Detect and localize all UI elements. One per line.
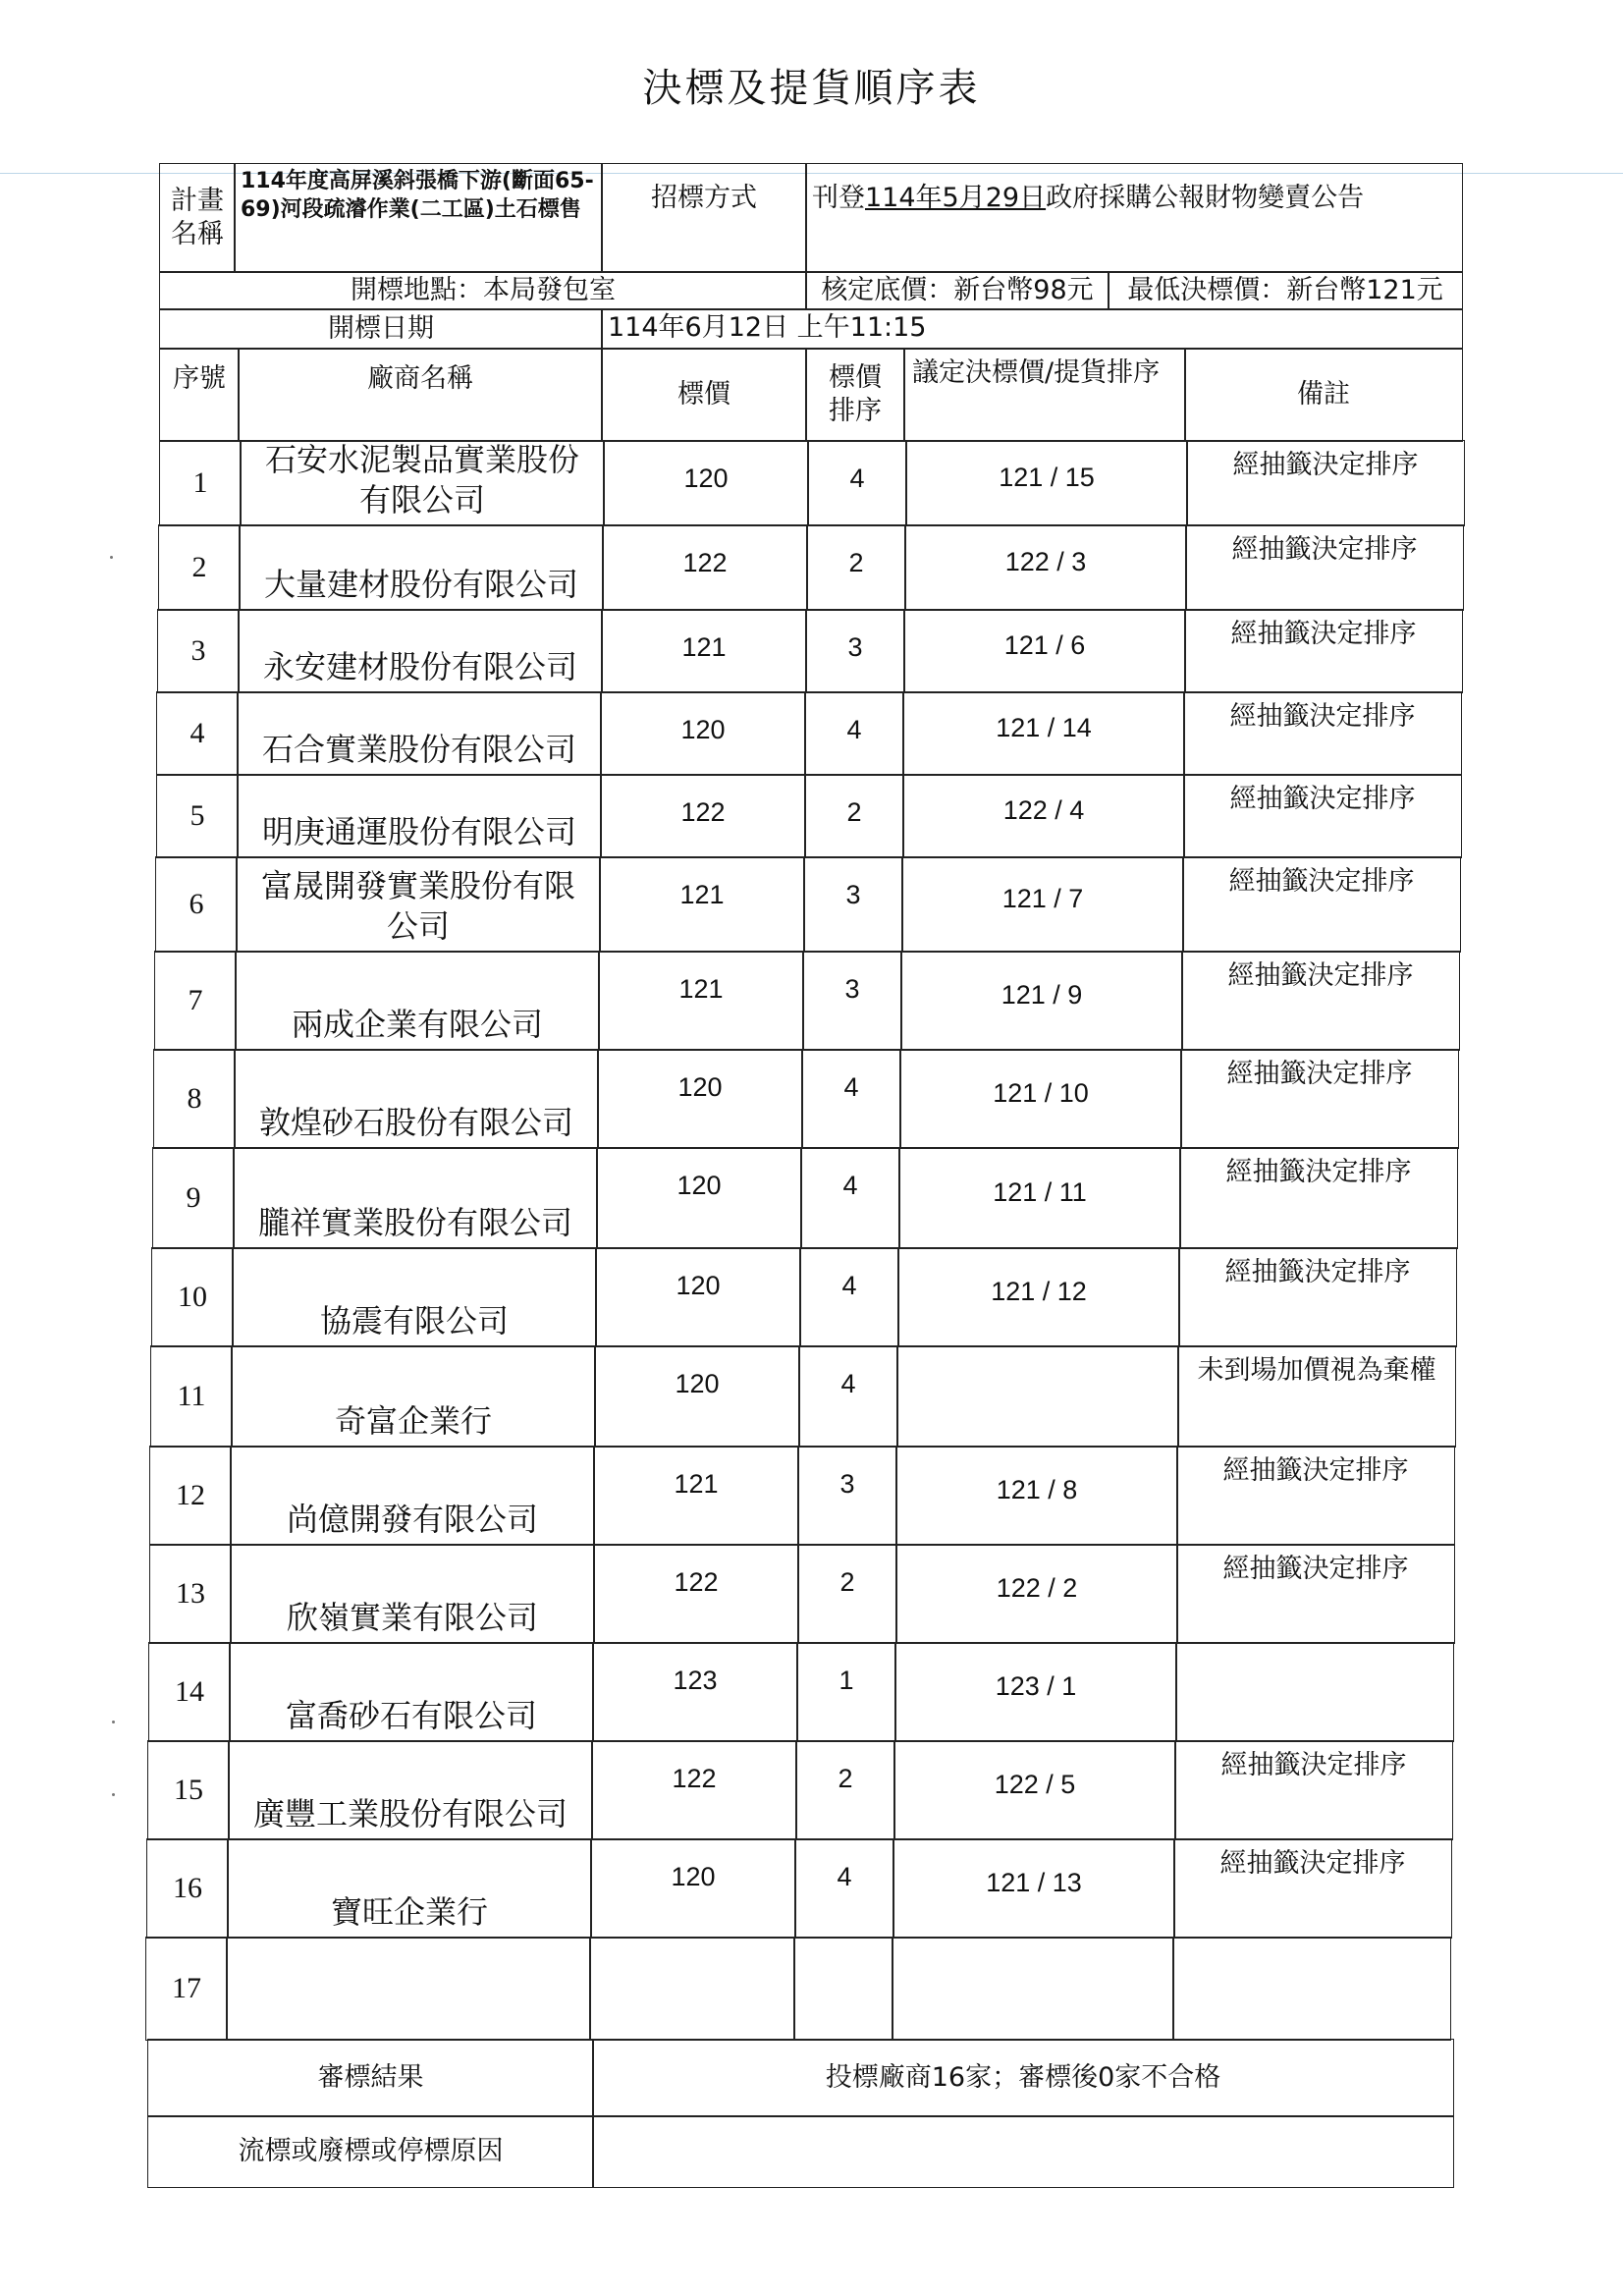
row-vendor: 明庚通運股份有限公司: [237, 774, 602, 858]
project-name: 114年度高屏溪斜張橋下游(斷面65-69)河段疏濬作業(二工區)土石標售: [234, 163, 603, 273]
row-no: 7: [154, 951, 237, 1051]
row-bid: 120: [603, 440, 809, 526]
method-value: [805, 163, 1463, 273]
cancel-value: [592, 2115, 1454, 2188]
row-bid: 120: [597, 1049, 803, 1149]
row-note: 經抽籤決定排序: [1183, 691, 1462, 776]
review-value: 投標廠商16家；審標後0家不合格: [592, 2039, 1454, 2117]
row-note: 經抽籤決定排序: [1176, 1446, 1455, 1546]
row-vendor: 富晟開發實業股份有限公司: [236, 856, 601, 953]
row-no: 14: [148, 1642, 231, 1742]
row-final: [896, 1345, 1179, 1448]
project-label: 計畫名稱: [159, 163, 236, 273]
row-final: 122 / 2: [895, 1544, 1178, 1644]
row-no: 11: [150, 1345, 233, 1448]
row-rank: 3: [805, 609, 905, 693]
row-note: 經抽籤決定排序: [1186, 440, 1465, 526]
row-rank: 4: [799, 1247, 899, 1347]
row-bid: 121: [598, 951, 804, 1051]
row-final: 122 / 5: [893, 1740, 1176, 1840]
method-label: 招標方式: [601, 163, 807, 273]
row-vendor: 石合實業股份有限公司: [237, 691, 602, 776]
row-final: 121 / 9: [900, 951, 1183, 1051]
row-vendor: 寶旺企業行: [227, 1838, 592, 1939]
date-value: 114年6月12日 上午11:15: [601, 308, 1463, 350]
row-final: 121 / 6: [903, 609, 1186, 693]
row-note: 經抽籤決定排序: [1178, 1247, 1457, 1347]
row-no: 16: [146, 1838, 229, 1939]
row-vendor: 石安水泥製品實業股份有限公司: [240, 440, 605, 526]
row-note: 經抽籤決定排序: [1185, 524, 1464, 611]
row-vendor: 奇富企業行: [231, 1345, 596, 1448]
row-no: 4: [156, 691, 239, 776]
row-bid: 120: [590, 1838, 796, 1939]
row-rank: 3: [797, 1446, 897, 1546]
row-bid: 120: [595, 1247, 801, 1347]
row-bid: [589, 1937, 795, 2041]
row-no: 5: [156, 774, 239, 858]
row-bid: 121: [593, 1446, 799, 1546]
row-rank: 2: [804, 774, 904, 858]
row-final: 123 / 1: [894, 1642, 1177, 1742]
row-final: 121 / 10: [899, 1049, 1182, 1149]
cancel-label: 流標或廢標或停標原因: [147, 2115, 594, 2188]
row-vendor: [226, 1937, 591, 2041]
row-no: 9: [152, 1147, 235, 1249]
row-rank: [793, 1937, 893, 2041]
row-rank: 4: [807, 440, 907, 526]
row-bid: 120: [596, 1147, 802, 1249]
row-rank: 2: [806, 524, 906, 611]
row-rank: 2: [795, 1740, 895, 1840]
min-price: 最低決標價：新台幣121元: [1108, 271, 1463, 310]
reserve-price: 核定底價：新台幣98元: [805, 271, 1109, 310]
row-vendor: 尚億開發有限公司: [230, 1446, 595, 1546]
row-bid: 122: [600, 774, 806, 858]
row-no: 13: [149, 1544, 232, 1644]
row-no: 6: [155, 856, 238, 953]
row-no: 10: [151, 1247, 234, 1347]
row-bid: 122: [602, 524, 808, 611]
row-bid: 120: [600, 691, 806, 776]
row-note: 經抽籤決定排序: [1183, 774, 1462, 858]
row-no: 17: [145, 1937, 228, 2041]
location: 開標地點：本局發包室: [159, 271, 807, 310]
row-bid: 122: [591, 1740, 797, 1840]
row-note: 經抽籤決定排序: [1176, 1544, 1455, 1644]
row-rank: 4: [804, 691, 904, 776]
row-no: 1: [159, 440, 242, 526]
row-final: 121 / 14: [902, 691, 1185, 776]
row-final: 121 / 7: [901, 856, 1184, 953]
date-label: 開標日期: [159, 308, 603, 350]
row-vendor: 大量建材股份有限公司: [239, 524, 604, 611]
col-header-no: 序號: [159, 348, 240, 442]
row-bid: 123: [592, 1642, 798, 1742]
row-vendor: 永安建材股份有限公司: [238, 609, 603, 693]
row-vendor: 協震有限公司: [232, 1247, 597, 1347]
row-bid: 121: [599, 856, 805, 953]
row-no: 2: [158, 524, 241, 611]
row-final: [892, 1937, 1174, 2041]
row-vendor: 朧祥實業股份有限公司: [233, 1147, 598, 1249]
row-final: 121 / 15: [905, 440, 1188, 526]
row-note: 經抽籤決定排序: [1180, 1049, 1459, 1149]
row-rank: 4: [800, 1147, 900, 1249]
row-note: [1172, 1937, 1451, 2041]
row-vendor: 敦煌砂石股份有限公司: [234, 1049, 599, 1149]
col-header-note: 備註: [1184, 348, 1463, 442]
row-note: 經抽籤決定排序: [1173, 1838, 1452, 1939]
row-no: 12: [149, 1446, 232, 1546]
col-header-vendor: 廠商名稱: [238, 348, 603, 442]
row-rank: 1: [796, 1642, 896, 1742]
row-final: 122 / 4: [902, 774, 1185, 858]
row-rank: 3: [802, 951, 902, 1051]
row-final: 122 / 3: [904, 524, 1187, 611]
row-bid: 122: [593, 1544, 799, 1644]
row-note: 經抽籤決定排序: [1179, 1147, 1458, 1249]
document-title: 決標及提貨順序表: [642, 66, 981, 111]
row-rank: 3: [803, 856, 903, 953]
scan-speck: [110, 556, 113, 559]
row-final: 121 / 11: [898, 1147, 1181, 1249]
row-note: [1175, 1642, 1454, 1742]
row-final: 121 / 8: [895, 1446, 1178, 1546]
col-header-rank: 標價排序: [805, 348, 905, 442]
method-date: 114年5月29日: [865, 183, 1047, 213]
col-header-final: 議定決標價/提貨排序: [903, 348, 1186, 442]
scan-speck: [112, 1793, 115, 1796]
row-vendor: 兩成企業有限公司: [235, 951, 600, 1051]
method-prefix: 刊登: [812, 183, 865, 213]
row-bid: 121: [601, 609, 807, 693]
row-note: 經抽籤決定排序: [1182, 856, 1461, 953]
row-vendor: 富喬砂石有限公司: [229, 1642, 594, 1742]
row-no: 15: [147, 1740, 230, 1840]
row-rank: 4: [798, 1345, 898, 1448]
col-header-bid: 標價: [601, 348, 807, 442]
row-no: 3: [157, 609, 240, 693]
row-rank: 4: [801, 1049, 901, 1149]
row-vendor: 欣嶺實業有限公司: [230, 1544, 595, 1644]
review-label: 審標結果: [147, 2039, 594, 2117]
row-note: 經抽籤決定排序: [1174, 1740, 1453, 1840]
row-rank: 2: [797, 1544, 897, 1644]
row-note: 未到場加價視為棄權: [1177, 1345, 1456, 1448]
row-no: 8: [153, 1049, 236, 1149]
row-rank: 4: [794, 1838, 894, 1939]
scan-speck: [112, 1721, 115, 1723]
row-vendor: 廣豐工業股份有限公司: [228, 1740, 593, 1840]
row-bid: 120: [594, 1345, 800, 1448]
method-suffix: 政府採購公報財物變賣公告: [1046, 183, 1365, 213]
row-note: 經抽籤決定排序: [1184, 609, 1463, 693]
row-final: 121 / 13: [893, 1838, 1175, 1939]
row-note: 經抽籤決定排序: [1181, 951, 1460, 1051]
row-final: 121 / 12: [897, 1247, 1180, 1347]
